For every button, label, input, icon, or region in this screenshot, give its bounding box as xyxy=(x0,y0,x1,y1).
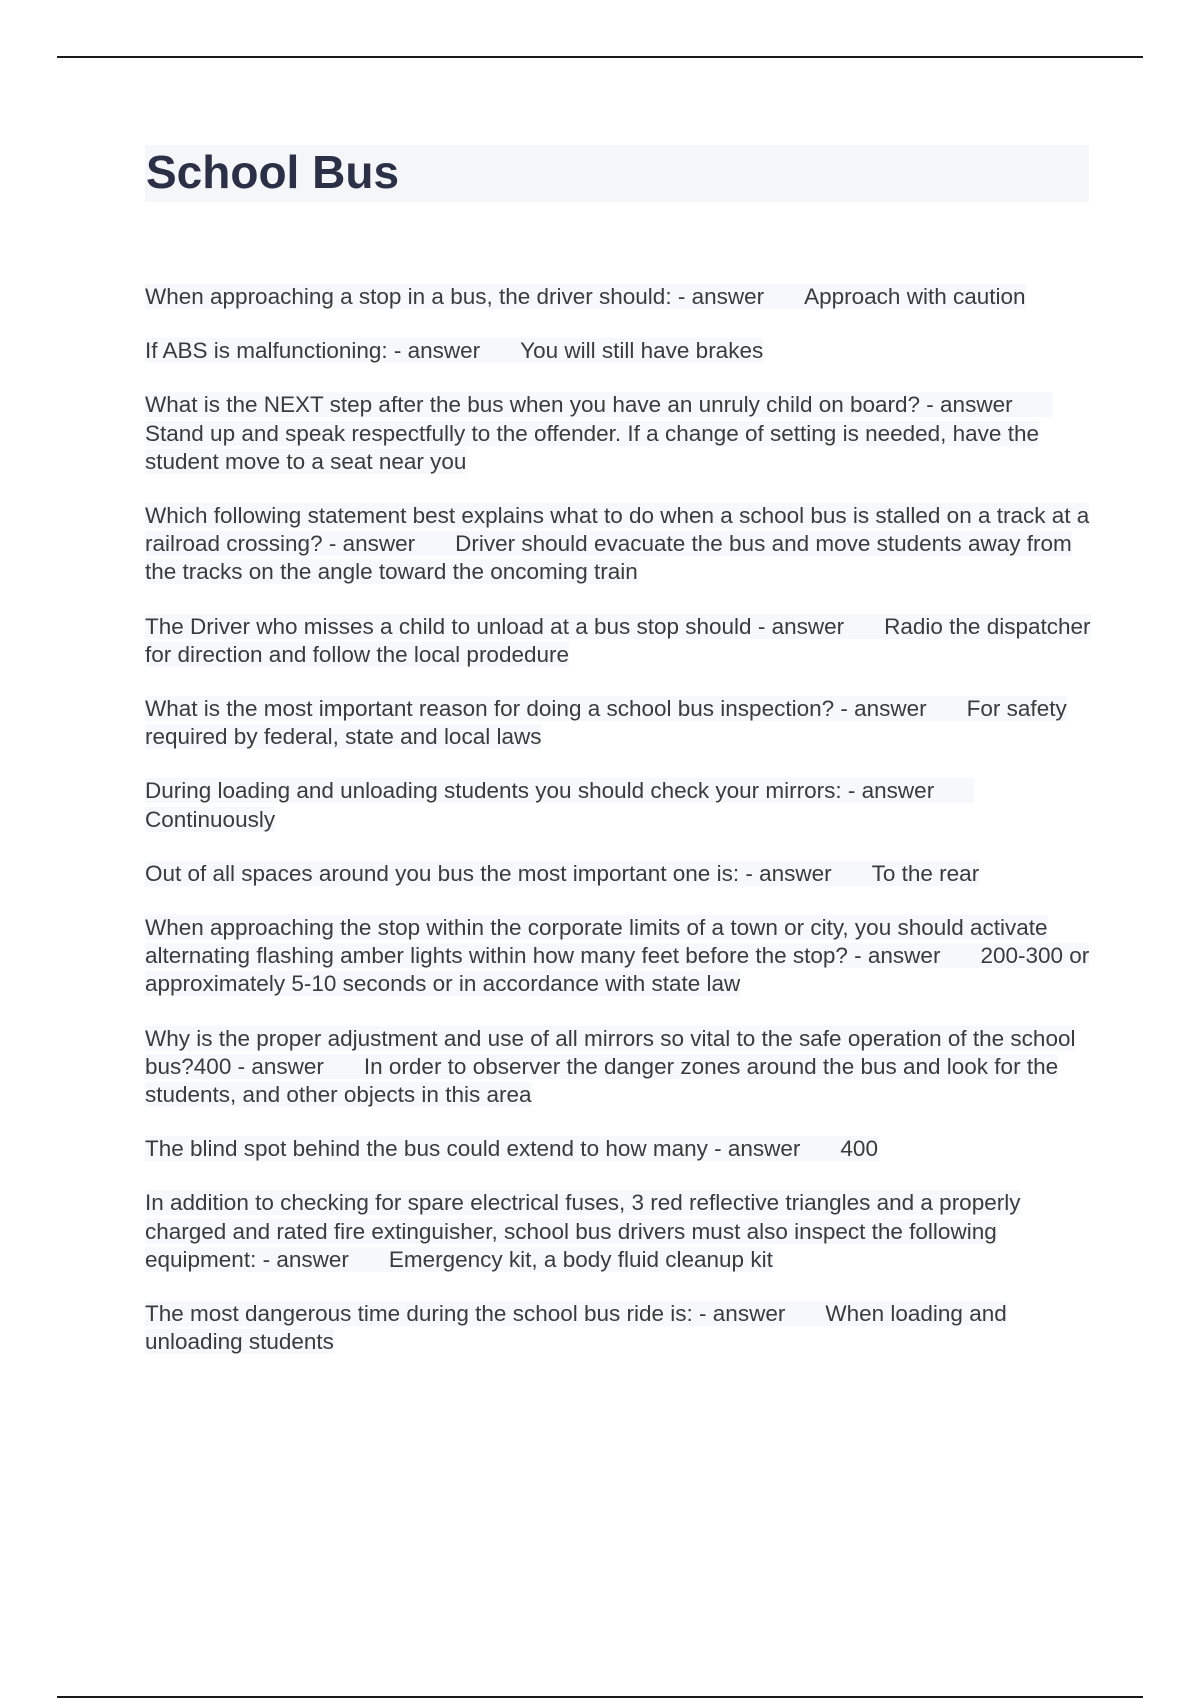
answer-label: answer xyxy=(854,696,927,722)
question-text: If ABS is malfunctioning: xyxy=(145,338,388,364)
question-text: In addition to checking for spare electrical fuses, 3 red reflective triangles and a properly charged and rated fire extinguisher, school bus drivers must also inspect the following equipment: xyxy=(145,1190,1021,1272)
qa-item: Which following statement best explains what to do when a school bus is stalled on a track at a railroad crossing? - answer Driver should evacuate the bus and move students away from the tracks on the angle toward the oncoming train xyxy=(145,503,1090,585)
answer-label: answer xyxy=(771,613,845,639)
answer-text: Stand up and speak respectfully to the offender. If a change of setting is needed, have the student move to a seat near you xyxy=(145,420,1039,474)
answer-text: To the rear xyxy=(871,860,980,886)
question-text: When approaching the stop within the corporate limits of a town or city, you should activate alternating flashing amber lights within how many feet before the stop? xyxy=(145,915,1048,969)
answer-label: answer xyxy=(867,943,941,969)
qa-item: If ABS is malfunctioning: - answer You will still have brakes xyxy=(145,338,764,364)
qa-item: The most dangerous time during the school bus ride is: - answer When loading and unloading students xyxy=(145,1301,1007,1355)
answer-text: 200-300 or approximately 5-10 seconds or in accordance with state law xyxy=(145,943,1090,997)
question-text: Why is the proper adjustment and use of all mirrors so vital to the safe operation of the school bus?400 xyxy=(145,1025,1076,1079)
answer-label: answer xyxy=(342,531,416,557)
answer-text: In order to observer the danger zones around the bus and look for the students, and other objects in this area xyxy=(145,1053,1059,1108)
answer-label: answer xyxy=(940,392,1013,418)
answer-text: Driver should evacuate the bus and move students away from the tracks on the angle toward the oncoming train xyxy=(145,531,1072,585)
answer-label: answer xyxy=(861,778,935,804)
question-text: Which following statement best explains what to do when a school bus is stalled on a track at a railroad crossing? xyxy=(145,503,1090,557)
answer-text: 400 xyxy=(840,1136,878,1162)
answer-label: answer xyxy=(727,1136,801,1162)
qa-item: When approaching a stop in a bus, the driver should: - answer Approach with caution xyxy=(145,284,1026,309)
qa-item: The Driver who misses a child to unload at a bus stop should - answer Radio the dispatcher for direction and follow the local prodedure xyxy=(145,613,1091,667)
qa-item: What is the most important reason for doing a school bus inspection? - answer For safety required by federal, state and local laws xyxy=(145,696,1067,750)
question-text: The Driver who misses a child to unload at a bus stop should xyxy=(145,613,752,639)
answer-text: Continuously xyxy=(145,806,276,832)
qa-item: Out of all spaces around you bus the most important one is: - answer To the rear xyxy=(145,860,980,886)
question-text: Out of all spaces around you bus the most important one is: xyxy=(145,860,740,886)
question-text: When approaching a stop in a bus, the driver should: xyxy=(145,284,672,309)
qa-item: Why is the proper adjustment and use of all mirrors so vital to the safe operation of the school bus?400 - answer In order to observer the danger zones around the bus and look for the students, and other objects in this area xyxy=(145,1025,1076,1108)
answer-text: Emergency kit, a body fluid cleanup kit xyxy=(388,1246,773,1272)
bottom-rule xyxy=(57,1696,1143,1698)
qa-item: When approaching the stop within the corporate limits of a town or city, you should activate alternating flashing amber lights within how many feet before the stop? - answer 200-300 or approximately 5-10 seconds or in accordance with state law xyxy=(145,915,1090,997)
qa-item: What is the NEXT step after the bus when you have an unruly child on board? - answerStand up and speak respectfully to the offender. If a change of setting is needed, have the student move to a seat near you xyxy=(145,391,1095,476)
answer-text: Approach with caution xyxy=(804,284,1026,309)
question-text: The blind spot behind the bus could extend to how many xyxy=(145,1136,708,1162)
question-text: The most dangerous time during the school bus ride is: xyxy=(145,1301,693,1327)
qa-list xyxy=(145,283,1095,1382)
answer-text: When loading and unloading students xyxy=(145,1301,1007,1355)
qa-item: During loading and unloading students you should check your mirrors: - answerContinuously xyxy=(145,777,1095,833)
answer-label: answer xyxy=(712,1301,786,1327)
question-text: What is the most important reason for doing a school bus inspection? xyxy=(145,696,835,722)
answer-label: answer xyxy=(251,1053,324,1079)
answer-text: For safety required by federal, state and local laws xyxy=(145,696,1067,750)
answer-text: You will still have brakes xyxy=(520,338,764,364)
top-rule xyxy=(57,56,1143,58)
answer-label: answer xyxy=(691,284,765,309)
question-text: What is the NEXT step after the bus when you have an unruly child on board? xyxy=(145,392,921,418)
qa-item: In addition to checking for spare electrical fuses, 3 red reflective triangles and a properly charged and rated fire extinguisher, school bus drivers must also inspect the following equipment: - answer Emergency kit, a body fluid cleanup kit xyxy=(145,1190,1021,1272)
answer-text: Radio the dispatcher for direction and follow the local prodedure xyxy=(145,613,1091,667)
question-text: During loading and unloading students you should check your mirrors: xyxy=(145,778,842,804)
qa-item: The blind spot behind the bus could extend to how many - answer 400 xyxy=(145,1136,878,1162)
answer-label: answer xyxy=(407,338,481,364)
page-title: School Bus xyxy=(146,146,400,198)
answer-label: answer xyxy=(276,1246,349,1272)
answer-label: answer xyxy=(759,860,832,886)
